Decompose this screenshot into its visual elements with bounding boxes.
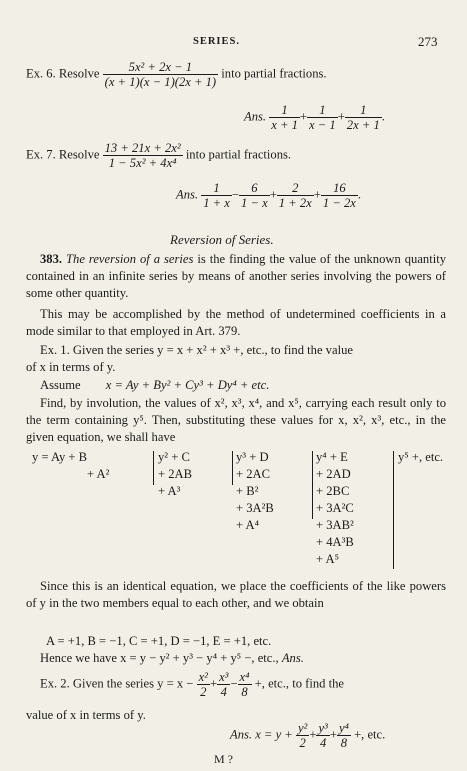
table-cell: + 3A²B xyxy=(236,501,274,515)
ex7-ans-frac-4 xyxy=(321,181,358,210)
ex6-a3-den: 2x + 1 xyxy=(346,118,380,132)
para-383 xyxy=(26,251,446,302)
signature-mark: M ? xyxy=(214,752,233,766)
ex2-tail: +, etc., to find the xyxy=(254,676,344,691)
hence-ans: Ans. xyxy=(281,651,304,665)
ex7-fraction xyxy=(103,141,183,170)
ex7-a3-num: 2 xyxy=(277,181,314,196)
ex2-ans-frac-3 xyxy=(337,721,351,750)
ex2-a1-num: y² xyxy=(297,721,308,735)
assume-line xyxy=(40,378,269,393)
ex7-a2-den: 1 − x xyxy=(241,196,268,210)
ex2-f1-den: 2 xyxy=(200,685,207,699)
ex2-line-2: value of x in terms of y. xyxy=(26,708,146,722)
para-383-term: The reversion of a series xyxy=(66,252,194,266)
table-cell: + A⁴ xyxy=(236,518,260,532)
table-cell: + A² xyxy=(87,467,110,481)
ex7-a2-num: 6 xyxy=(239,181,270,196)
ex7-into: into partial fractions. xyxy=(185,147,292,162)
ex7-a3-den: 1 + 2x xyxy=(278,196,312,210)
ex6-resolve: Resolve xyxy=(58,66,100,81)
hence-line xyxy=(40,651,304,666)
table-cell: + B² xyxy=(236,484,259,498)
table-rule xyxy=(153,451,154,485)
para-method: This may be accomplished by the method of undetermined coefficients in a mode similar to that employed in Art. 379. xyxy=(26,307,446,338)
ex2-ans-tail: +, etc. xyxy=(354,727,386,742)
ex2-f3-num: x⁴ xyxy=(239,670,250,684)
table-cell: + 2BC xyxy=(316,484,350,498)
ex7-numerator: 13 + 21x + 2x² xyxy=(104,141,181,155)
table-cell: + 2AB xyxy=(158,467,193,481)
page-number: 273 xyxy=(418,34,438,49)
table-cell: + A⁵ xyxy=(316,552,340,566)
ex2-a1-den: 2 xyxy=(299,736,306,750)
table-rule xyxy=(232,451,233,485)
ex7-a1-num: 1 xyxy=(201,181,232,196)
table-cell: y⁵ +, etc. xyxy=(398,450,444,464)
ex6-ans-label: Ans. xyxy=(244,109,267,124)
table-col-1 xyxy=(158,449,192,500)
ex6-ans-frac-3 xyxy=(345,103,382,132)
table-cell: y² + C xyxy=(158,450,190,464)
ex2-ans: Ans. x = y + xyxy=(230,727,293,742)
ex6-a2-den: x − 1 xyxy=(309,118,336,132)
table-cell: + 3A²C xyxy=(316,501,354,515)
ex2-a3-num: y⁴ xyxy=(338,721,349,735)
ex7-ans-frac-3 xyxy=(277,181,314,210)
ex7-a4-den: 1 − 2x xyxy=(322,196,356,210)
table-rule xyxy=(393,451,394,569)
ex7-ans-frac-1 xyxy=(201,181,232,210)
ex7-label: Ex. 7. xyxy=(26,147,56,162)
ex2-f1-num: x² xyxy=(198,670,208,684)
para-383-number: 383. xyxy=(40,252,63,266)
ex7-a4-num: 16 xyxy=(321,181,358,196)
ex7-a1-den: 1 + x xyxy=(203,196,230,210)
para-find: Find, by involution, the values of x², x³, x⁴, and x⁵, carrying each result only to the term containing y⁵. Then, substituting these values for x, x², x³, etc., in the given equation, we shall have xyxy=(26,396,446,444)
ex7-denominator: 1 − 5x² + 4x⁴ xyxy=(108,156,177,170)
ex6-a3-num: 1 xyxy=(345,103,382,118)
ex2-ans-frac-1 xyxy=(296,721,309,750)
ex7-problem xyxy=(26,141,291,170)
ex2-a3-den: 8 xyxy=(340,736,348,750)
para-383-text: is the finding the value of the unknown quantity contained in an infinite series by means of another series involving the powers of some other quantity. xyxy=(26,252,447,300)
ex2-answer: Ans. x = y + $\frac{\text{y²}}{2}$ + $\frac{\text{y³}}{4}$ + $\frac{\text{y⁴}}{8}$ +, etc. xyxy=(230,721,386,750)
assume-label: Assume xyxy=(40,378,81,392)
table-col-0 xyxy=(32,449,109,483)
ex7-answer: Ans. $\frac{1}{1 + x}$ − $\frac{6}{1 - x}$ + $\frac{2}{1 + 2x}$ + $\frac{16}{1 - 2x}$ . xyxy=(176,181,362,210)
running-head: SERIES. xyxy=(193,36,240,47)
ex6-a1-den: x + 1 xyxy=(271,118,298,132)
ex6-problem xyxy=(26,60,327,89)
table-cell: y = Ay + B xyxy=(32,450,88,464)
ex2-a2-num: y³ xyxy=(318,721,328,735)
ex2-frac-2 xyxy=(217,670,230,699)
ex2-f2-den: 4 xyxy=(220,685,227,699)
table-cell: + A³ xyxy=(158,484,181,498)
table-cell: y³ + D xyxy=(236,450,269,464)
table-cell: + 3AB² xyxy=(316,518,354,532)
table-cell: + 2AC xyxy=(236,467,271,481)
table-cell: + 2AD xyxy=(316,467,351,481)
ex2-f3-den: 8 xyxy=(241,685,248,699)
ex6-a1-num: 1 xyxy=(269,103,300,118)
ex7-resolve: Resolve xyxy=(58,147,100,162)
coefficients-line: A = +1, B = −1, C = +1, D = −1, E = +1, etc. xyxy=(46,634,272,648)
table-cell: y⁴ + E xyxy=(316,450,348,464)
ex6-answer: Ans. $\frac{1}{x + 1}$ + $\frac{1}{x - 1}$ + $\frac{1}{2x + 1}$ . xyxy=(244,103,385,132)
ex1-line-2: of x in terms of y. xyxy=(26,360,116,374)
ex2-f2-num: x³ xyxy=(219,670,229,684)
ex6-label: Ex. 6. xyxy=(26,66,56,81)
para-since: Since this is an identical equation, we place the coefficients of the like powers of y in the two members equal to each other, and we obtain xyxy=(26,579,446,610)
ex6-fraction xyxy=(103,60,219,89)
ex2-a2-den: 4 xyxy=(319,736,327,750)
ex2-problem: Ex. 2. Given the series y = x − $\frac{\text{x²}}{2}$ + $\frac{\text{x³}}{4}$ − $\frac{\text{x⁴}}{8}$ +, etc., to find the xyxy=(40,670,344,699)
ex6-a2-num: 1 xyxy=(307,103,338,118)
table-col-4 xyxy=(398,449,443,466)
ex7-ans-label: Ans. xyxy=(176,187,199,202)
ex1-line-1: Ex. 1. Given the series y = x + x² + x³ +, etc., to find the value xyxy=(40,343,353,357)
table-cell: + 4A³B xyxy=(316,535,354,549)
assume-equation: x = Ay + By² + Cy³ + Dy⁴ + etc. xyxy=(105,378,270,392)
ex6-ans-frac-2 xyxy=(307,103,338,132)
table-rule xyxy=(312,451,313,519)
table-col-3 xyxy=(316,449,354,568)
ex2-ans-frac-2 xyxy=(316,721,329,750)
ex6-numerator: 5x² + 2x − 1 xyxy=(103,60,219,75)
table-col-2 xyxy=(236,449,274,534)
ex7-ans-frac-2 xyxy=(239,181,270,210)
ex6-into: into partial fractions. xyxy=(221,66,327,81)
section-title: Reversion of Series. xyxy=(170,232,274,247)
ex2-frac-3 xyxy=(238,670,252,699)
ex2-frac-1 xyxy=(197,670,210,699)
ex6-ans-frac-1 xyxy=(269,103,300,132)
hence-text: Hence we have x = y − y² + y³ − y⁴ + y⁵ −, etc., xyxy=(40,651,279,665)
ex6-denominator: (x + 1)(x − 1)(2x + 1) xyxy=(104,75,217,89)
ex2-label: Ex. 2. Given the series y = x − xyxy=(40,676,194,691)
